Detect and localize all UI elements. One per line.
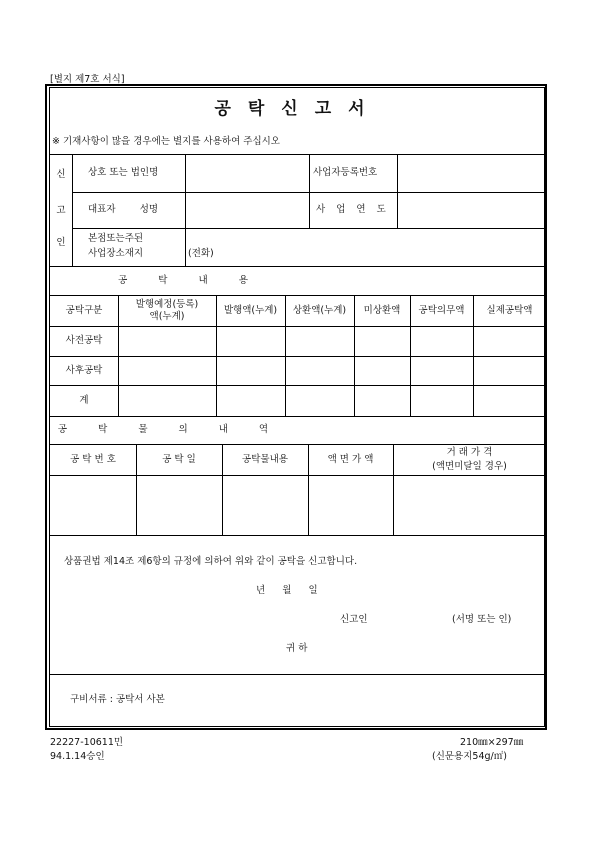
business-year-label: 사 업 연 도: [316, 204, 390, 216]
form-code: 22227-10611민: [50, 737, 124, 748]
addressee-label: 귀 하: [286, 643, 308, 655]
report-form: [49, 87, 545, 727]
header-redeemed: 상환액(누계): [292, 304, 347, 316]
representative-name-field[interactable]: [186, 193, 308, 227]
phone-label: (전화): [188, 248, 214, 260]
deposit-section-title: 공 탁 내 용: [118, 274, 262, 286]
signature-or-seal-label: (서명 또는 인): [452, 614, 512, 626]
header-planned-issue: 발행예정(등록) 액(누계): [135, 298, 199, 322]
form-number-label: [별지 제7호 서식]: [50, 74, 125, 85]
declaration-date: 년 월 일: [256, 585, 320, 597]
header-trade-price-note: (액면미달일 경우): [432, 461, 507, 473]
header-trade-price: 거 래 가 격: [446, 447, 493, 459]
paper-size: 210㎜×297㎜: [460, 737, 524, 748]
reporter-side-char-1: 신: [56, 169, 66, 181]
business-number-label: 사업자등록번호: [313, 167, 378, 179]
header-deposit-date: 공 탁 일: [162, 453, 196, 465]
company-name-field[interactable]: [186, 155, 308, 191]
representative-name-label: 대표자 성명: [88, 204, 159, 216]
approval-date: 94.1.14승인: [50, 751, 105, 762]
row-label-post-deposit: 사후공탁: [65, 364, 103, 376]
form-title: 공탁신고서: [214, 99, 382, 120]
address-label-line2: 사업장소재지: [88, 248, 144, 260]
header-actual-deposit: 실제공탁액: [486, 304, 533, 316]
address-label-line1: 본점또는주된: [88, 233, 144, 245]
header-unredeemed: 미상환액: [363, 304, 401, 316]
reporter-signature-label: 신고인: [340, 614, 368, 626]
reporter-side-char-3: 인: [56, 237, 66, 249]
items-section-title: 공 탁 물 의 내 역: [57, 424, 283, 436]
header-required-deposit: 공탁의무액: [418, 304, 465, 316]
reporter-side-char-2: 고: [56, 205, 66, 217]
paper-type: (신문용지54g/㎡): [432, 751, 507, 762]
business-number-field[interactable]: [398, 155, 545, 191]
header-deposit-type: 공탁구분: [65, 304, 103, 316]
header-deposit-number: 공 탁 번 호: [70, 453, 116, 465]
declaration-statement: 상품권법 제14조 제6항의 규정에 의하여 위와 같이 공탁을 신고합니다.: [64, 556, 358, 568]
header-issued: 발행액(누계): [223, 304, 278, 316]
business-year-field[interactable]: [398, 193, 545, 227]
instruction-note: ※ 기재사항이 많을 경우에는 별지를 사용하여 주십시오: [52, 136, 280, 148]
row-label-pre-deposit: 사전공탁: [65, 335, 103, 347]
header-deposit-content: 공탁물내용: [242, 453, 288, 465]
address-field[interactable]: [186, 229, 544, 265]
header-face-value: 액 면 가 액: [327, 453, 374, 465]
company-name-label: 상호 또는 법인명: [88, 167, 159, 179]
attachments-label: 구비서류 : 공탁서 사본: [70, 694, 165, 706]
row-label-total: 계: [79, 394, 89, 406]
